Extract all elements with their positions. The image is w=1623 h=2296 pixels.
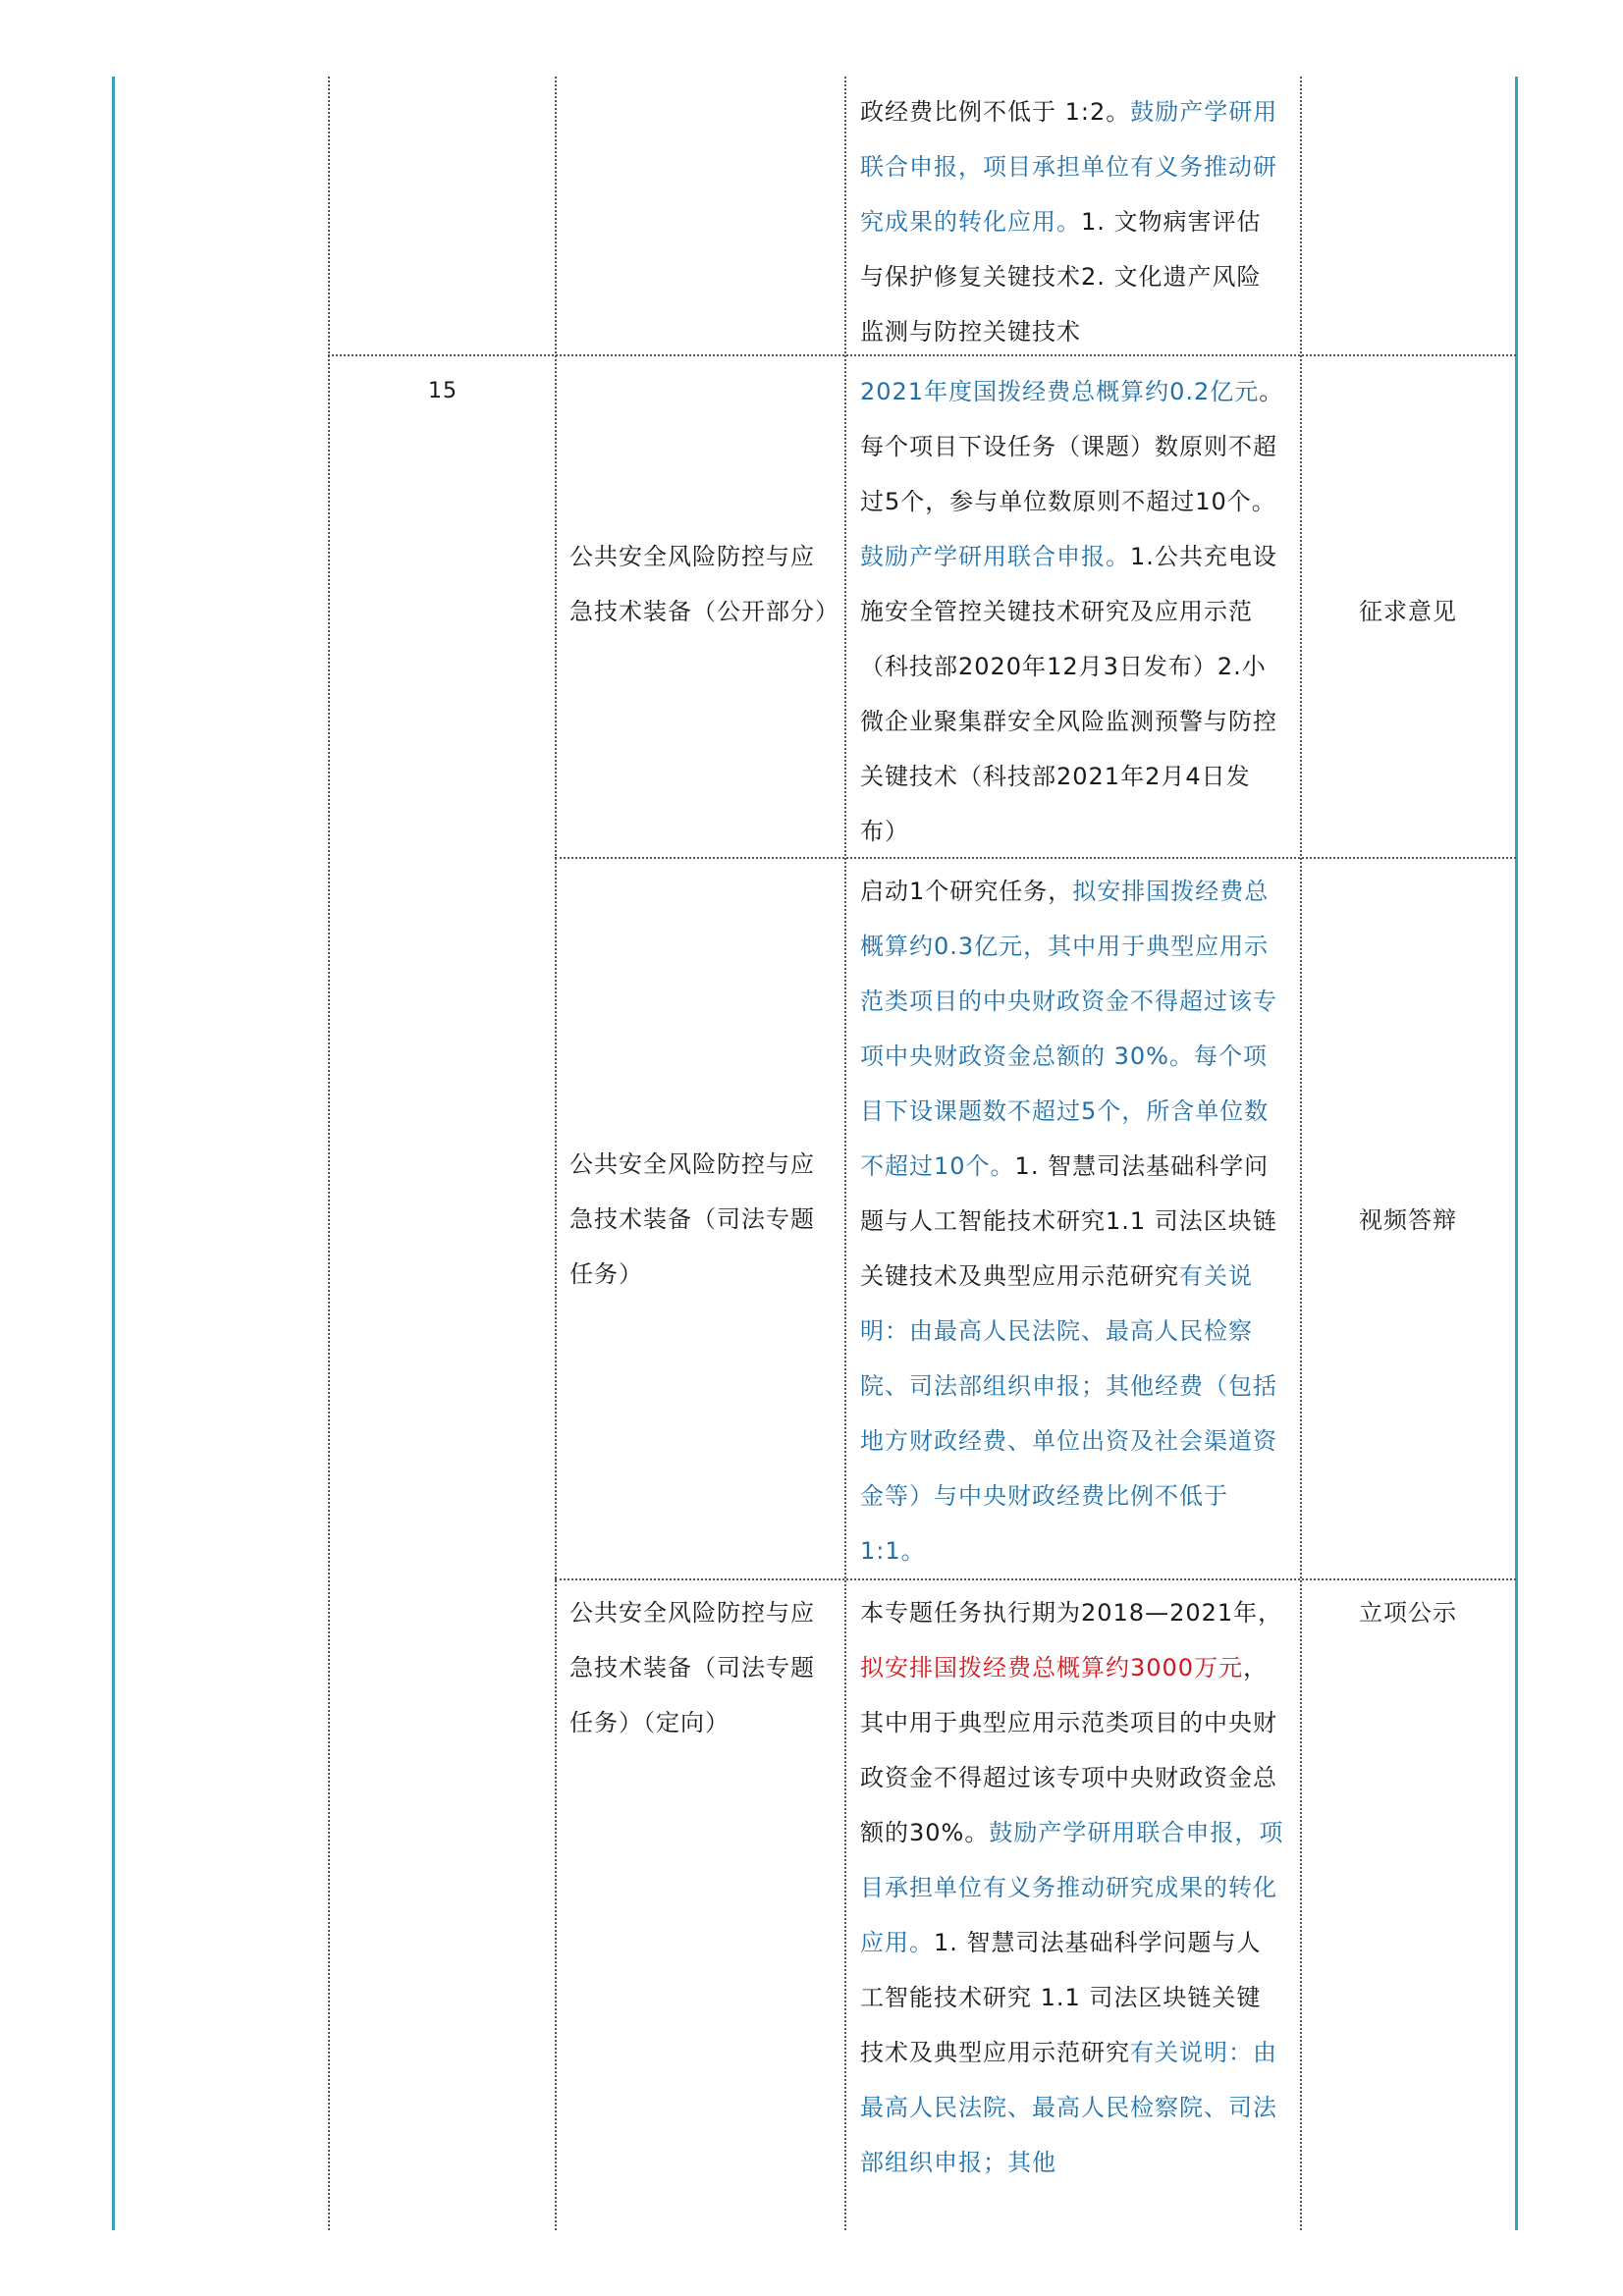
content-part: 1. 智慧司法基础科学问题与人工智能技术研究 1.1 司法区块链关键技术及典型应用示范研究: [860, 1929, 1262, 2066]
content-part: 鼓励产学研用联合申报，项目承担单位有义务推动研究成果的转化应用。: [860, 1819, 1284, 1956]
content-part: 本专题任务执行期为2018—2021年，: [860, 1599, 1283, 1627]
content-part: 启动1个研究任务，: [860, 878, 1073, 905]
row-3-project-name: 公共安全风险防控与应急技术装备（司法专题任务）（定向）: [569, 1599, 815, 1736]
table-left-border: [112, 77, 115, 2230]
content-part: 1. 智慧司法基础科学问题与人工智能技术研究1.1 司法区块链关键技术及典型应用示范研究: [860, 1152, 1277, 1290]
content-part: 1.公共充电设施安全管控关键技术研究及应用示范（科技部2020年12月3日发布）2.小微企业聚集群安全风险监测预警与防控关键技术（科技部2021年2月4日发布）: [860, 543, 1277, 845]
column-divider-3: [844, 77, 846, 2230]
row-1-content: [860, 364, 1284, 859]
row-2-content: [860, 864, 1284, 1578]
content-part: 有关说明：由最高人民法院、最高人民检察院、司法部组织申报；其他经费（包括地方财政经费、单位出资及社会渠道资金等）与中央财政经费比例不低于1:1。: [860, 1262, 1277, 1565]
content-part: 。每个项目下设任务（课题）数原则不超过5个，参与单位数原则不超过10个。: [860, 378, 1284, 515]
row-0-content: [860, 84, 1284, 359]
content-part: 鼓励产学研用联合申报。: [860, 543, 1130, 570]
column-divider-1: [328, 77, 330, 2230]
row-1-project-name: 公共安全风险防控与应急技术装备（公开部分）: [569, 543, 839, 625]
row-3-status: 立项公示: [1359, 1599, 1457, 1627]
column-divider-2: [555, 77, 557, 2230]
row-3-content: [860, 1585, 1284, 2190]
content-part: 拟安排国拨经费总概算约0.3亿元，其中用于典型应用示范类项目的中央财政资金不得超过该专项中央财政资金总额的 30%。每个项目下设课题数不超过5个，所含单位数不超过10个。: [860, 878, 1277, 1180]
content-part: 拟安排国拨经费总概算约3000万元: [860, 1654, 1244, 1682]
row-number: 15: [428, 379, 458, 403]
content-part: 2021年度国拨经费总概算约0.2亿元: [860, 378, 1260, 405]
content-part: 鼓励产学研用联合申报，项目承担单位有义务推动研究成果的转化应用。: [860, 98, 1278, 236]
row-2-project-name: 公共安全风险防控与应急技术装备（司法专题任务）: [569, 1150, 815, 1288]
row-divider-3: [555, 1578, 1516, 1580]
row-1-status: 征求意见: [1359, 598, 1457, 625]
table-right-border: [1515, 77, 1518, 2230]
content-part: ，其中用于典型应用示范类项目的中央财政资金不得超过该专项中央财政资金总额的30%。: [860, 1654, 1277, 1846]
content-part: 1. 文物病害评估与保护修复关键技术2. 文化遗产风险监测与防控关键技术: [860, 208, 1262, 346]
column-divider-4: [1300, 77, 1302, 2230]
content-part: 政经费比例不低于 1:2。: [860, 98, 1131, 126]
row-2-status: 视频答辩: [1359, 1206, 1457, 1234]
content-part: 有关说明：由最高人民法院、最高人民检察院、司法部组织申报；其他: [860, 2039, 1277, 2176]
